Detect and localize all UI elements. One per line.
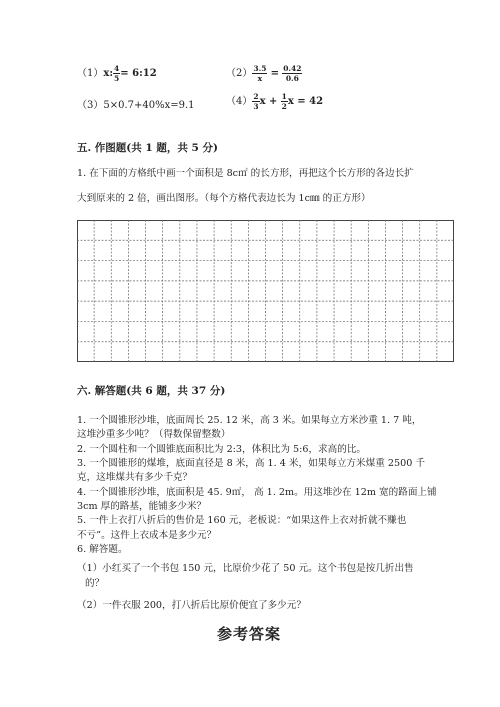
section-6-line-4: 3. 一个圆锥形的煤堆，底面直径是 8 米，高 1. 4 米，如果每立方米煤重 2500 千 bbox=[77, 458, 425, 469]
section-6-line-8: 5. 一件上衣打八折后的售价是 160 元，老板说：“如果这件上衣对折就不赚也 bbox=[77, 515, 407, 526]
equation-4-end: x = 42 bbox=[287, 96, 324, 107]
section-6-line-1: 1. 一个圆锥形沙堆，底面周长 25. 12 米，高 3 米。如果每立方米沙重 1. 7 吨， bbox=[77, 415, 422, 426]
section-6-line-9: 不亏”。这件上衣成本是多少元？ bbox=[77, 530, 217, 541]
section-6-line-6: 4. 一个圆锥形沙堆，底面积是 45. 9㎡， 高 1. 2m。用这堆沙在 12m 宽的路面上铺 bbox=[77, 487, 437, 498]
sub-question-1-line-1: （1）小红买了一个书包 150 元，比原价少花了 50 元。这个书包是按几折出售 bbox=[77, 563, 414, 574]
section-6-line-3: 2. 一个圆柱和一个圆锥底面积比为 2:3，体积比为 5:6，求高的比。 bbox=[77, 444, 367, 455]
equation-1 bbox=[77, 64, 157, 83]
equation-4-fraction-1: $\frac{2}{3}$ bbox=[253, 92, 259, 111]
section-6-line-10: 6. 解答题。 bbox=[77, 544, 128, 555]
equation-4 bbox=[226, 92, 323, 111]
sub-question-2: （2）一件衣服 200，打八折后比原价便宜了多少元？ bbox=[77, 600, 306, 611]
section-6-line-5: 克，这堆煤共有多少千克？ bbox=[77, 472, 193, 483]
equation-1-label: （1） bbox=[77, 68, 104, 79]
equation-2-fraction-2: $\frac{0.42}{0.6}$ bbox=[283, 64, 302, 83]
equation-1-fraction: $\frac{4}{5}$ bbox=[114, 64, 120, 83]
equation-2-equals: = bbox=[270, 68, 280, 79]
equation-3: （3）5×0.7+40%x=9.1 bbox=[77, 100, 195, 111]
equation-2-fraction-1: $\frac{3.5}{x}$ bbox=[253, 64, 267, 83]
equation-1-rhs: = 6:12 bbox=[120, 68, 157, 79]
section-5-question-line-2: 大到原来的 2 倍，画出图形。（每个方格代表边长为 1c㎜ 的正方形） bbox=[77, 193, 371, 204]
equation-4-middle: x + bbox=[259, 96, 278, 107]
grid-paper bbox=[77, 220, 454, 362]
section-5-title: 五. 作图题(共 1 题，共 5 分) bbox=[77, 142, 218, 154]
sub-question-1-line-2: 的？ bbox=[85, 578, 105, 589]
equation-4-label: （4） bbox=[226, 96, 253, 107]
equation-1-var: x: bbox=[103, 68, 114, 79]
section-6-line-7: 3cm 厚的路基，能铺多少米？ bbox=[77, 501, 207, 512]
equation-2 bbox=[226, 64, 302, 83]
equation-2-label: （2） bbox=[226, 68, 253, 79]
section-6-title: 六. 解答题(共 6 题，共 37 分) bbox=[77, 385, 226, 397]
section-5-question-line-1: 1. 在下面的方格纸中画一个面积是 8c㎡ 的长方形，再把这个长方形的各边长扩 bbox=[77, 168, 414, 179]
equation-4-fraction-2: $\frac{1}{2}$ bbox=[281, 92, 287, 111]
answer-title: 参考答案 bbox=[217, 625, 282, 643]
section-6-line-2: 这堆沙重多少吨？（得数保留整数） bbox=[77, 429, 231, 440]
